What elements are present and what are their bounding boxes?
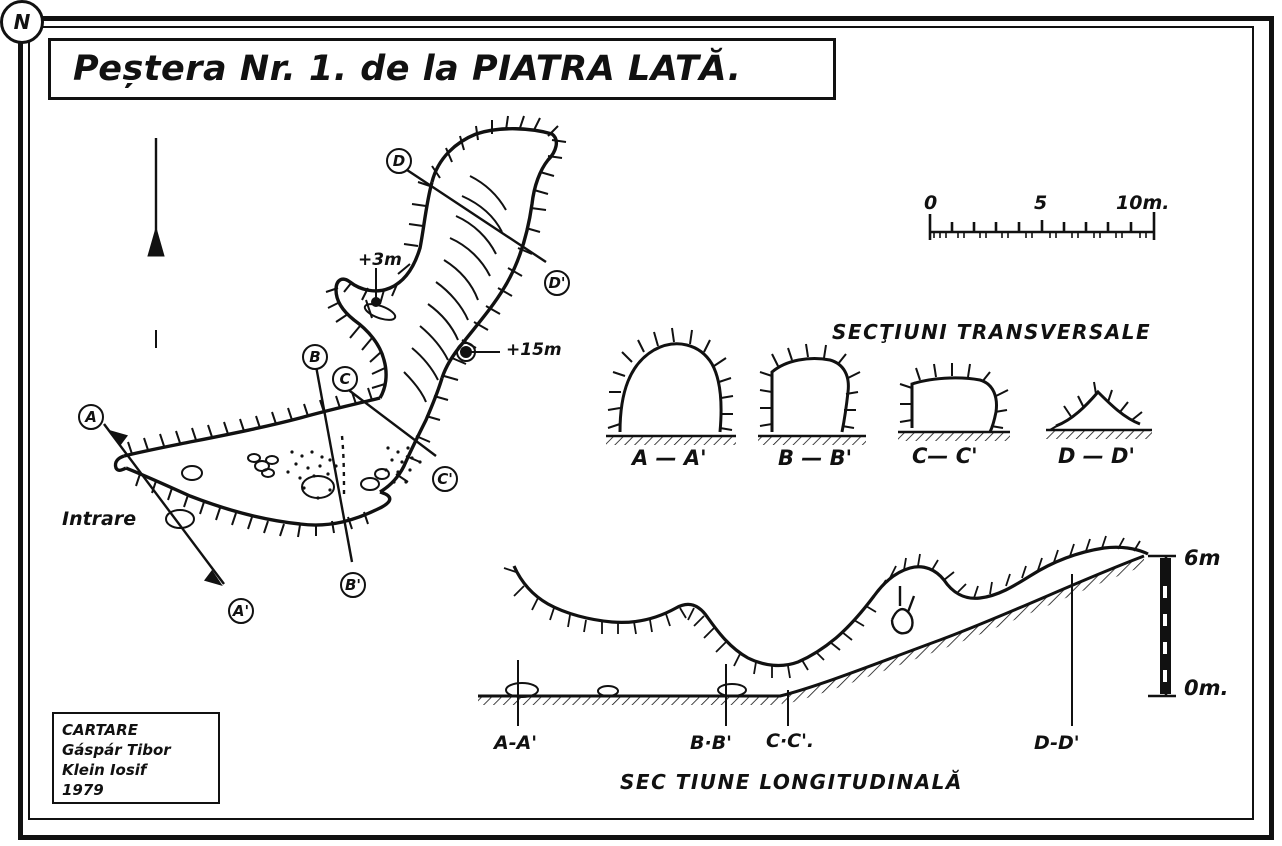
- credits-box: [52, 712, 220, 804]
- long-station-label-d: D-D': [1034, 732, 1080, 754]
- north-arrow-label: [0, 0, 44, 44]
- credits-line-3: Klein Iosif: [62, 761, 147, 779]
- entrance-label: Intrare: [62, 508, 137, 530]
- longitudinal-section-heading: SEC TIUNE LONGITUDINALĂ: [620, 770, 963, 794]
- long-station-label-c: C·C'.: [766, 730, 815, 752]
- station-d-prime[interactable]: D': [544, 270, 570, 296]
- station-b-prime[interactable]: B': [340, 572, 366, 598]
- station-a-prime[interactable]: A': [228, 598, 254, 624]
- station-a[interactable]: A: [78, 404, 104, 430]
- cross-section-label-b: B — B': [778, 446, 853, 470]
- cross-sections-heading: SECŢIUNI TRANSVERSALE: [832, 320, 1152, 344]
- station-c[interactable]: C: [332, 366, 358, 392]
- elevation-label-6m: 6m: [1184, 546, 1221, 570]
- depth-label-3m: +3m: [358, 250, 402, 270]
- figure-title: Peștera Nr. 1. de la PIATRA LATĂ.: [73, 49, 742, 89]
- figure-inner-border: [28, 26, 1254, 820]
- elevation-label-0m: 0m.: [1184, 676, 1229, 700]
- cross-section-label-a: A — A': [632, 446, 707, 470]
- title-box: [48, 38, 836, 100]
- depth-label-15m: +15m: [506, 340, 562, 360]
- scale-label-10m: 10m.: [1116, 192, 1170, 214]
- cross-section-label-c: C— C': [912, 444, 978, 468]
- credits-line-1: CARTARE: [62, 721, 138, 739]
- long-station-label-b: B·B': [690, 732, 732, 754]
- credits-line-2: Gáspár Tibor: [62, 741, 171, 759]
- credits-line-4: 1979: [62, 781, 104, 799]
- station-b[interactable]: B: [302, 344, 328, 370]
- cross-section-label-d: D — D': [1058, 444, 1135, 468]
- station-c-prime[interactable]: C': [432, 466, 458, 492]
- scale-label-5: 5: [1034, 192, 1048, 214]
- long-station-label-a: A-A': [494, 732, 538, 754]
- scale-label-0: 0: [924, 192, 938, 214]
- north-letter: N: [13, 10, 31, 34]
- station-d[interactable]: D: [386, 148, 412, 174]
